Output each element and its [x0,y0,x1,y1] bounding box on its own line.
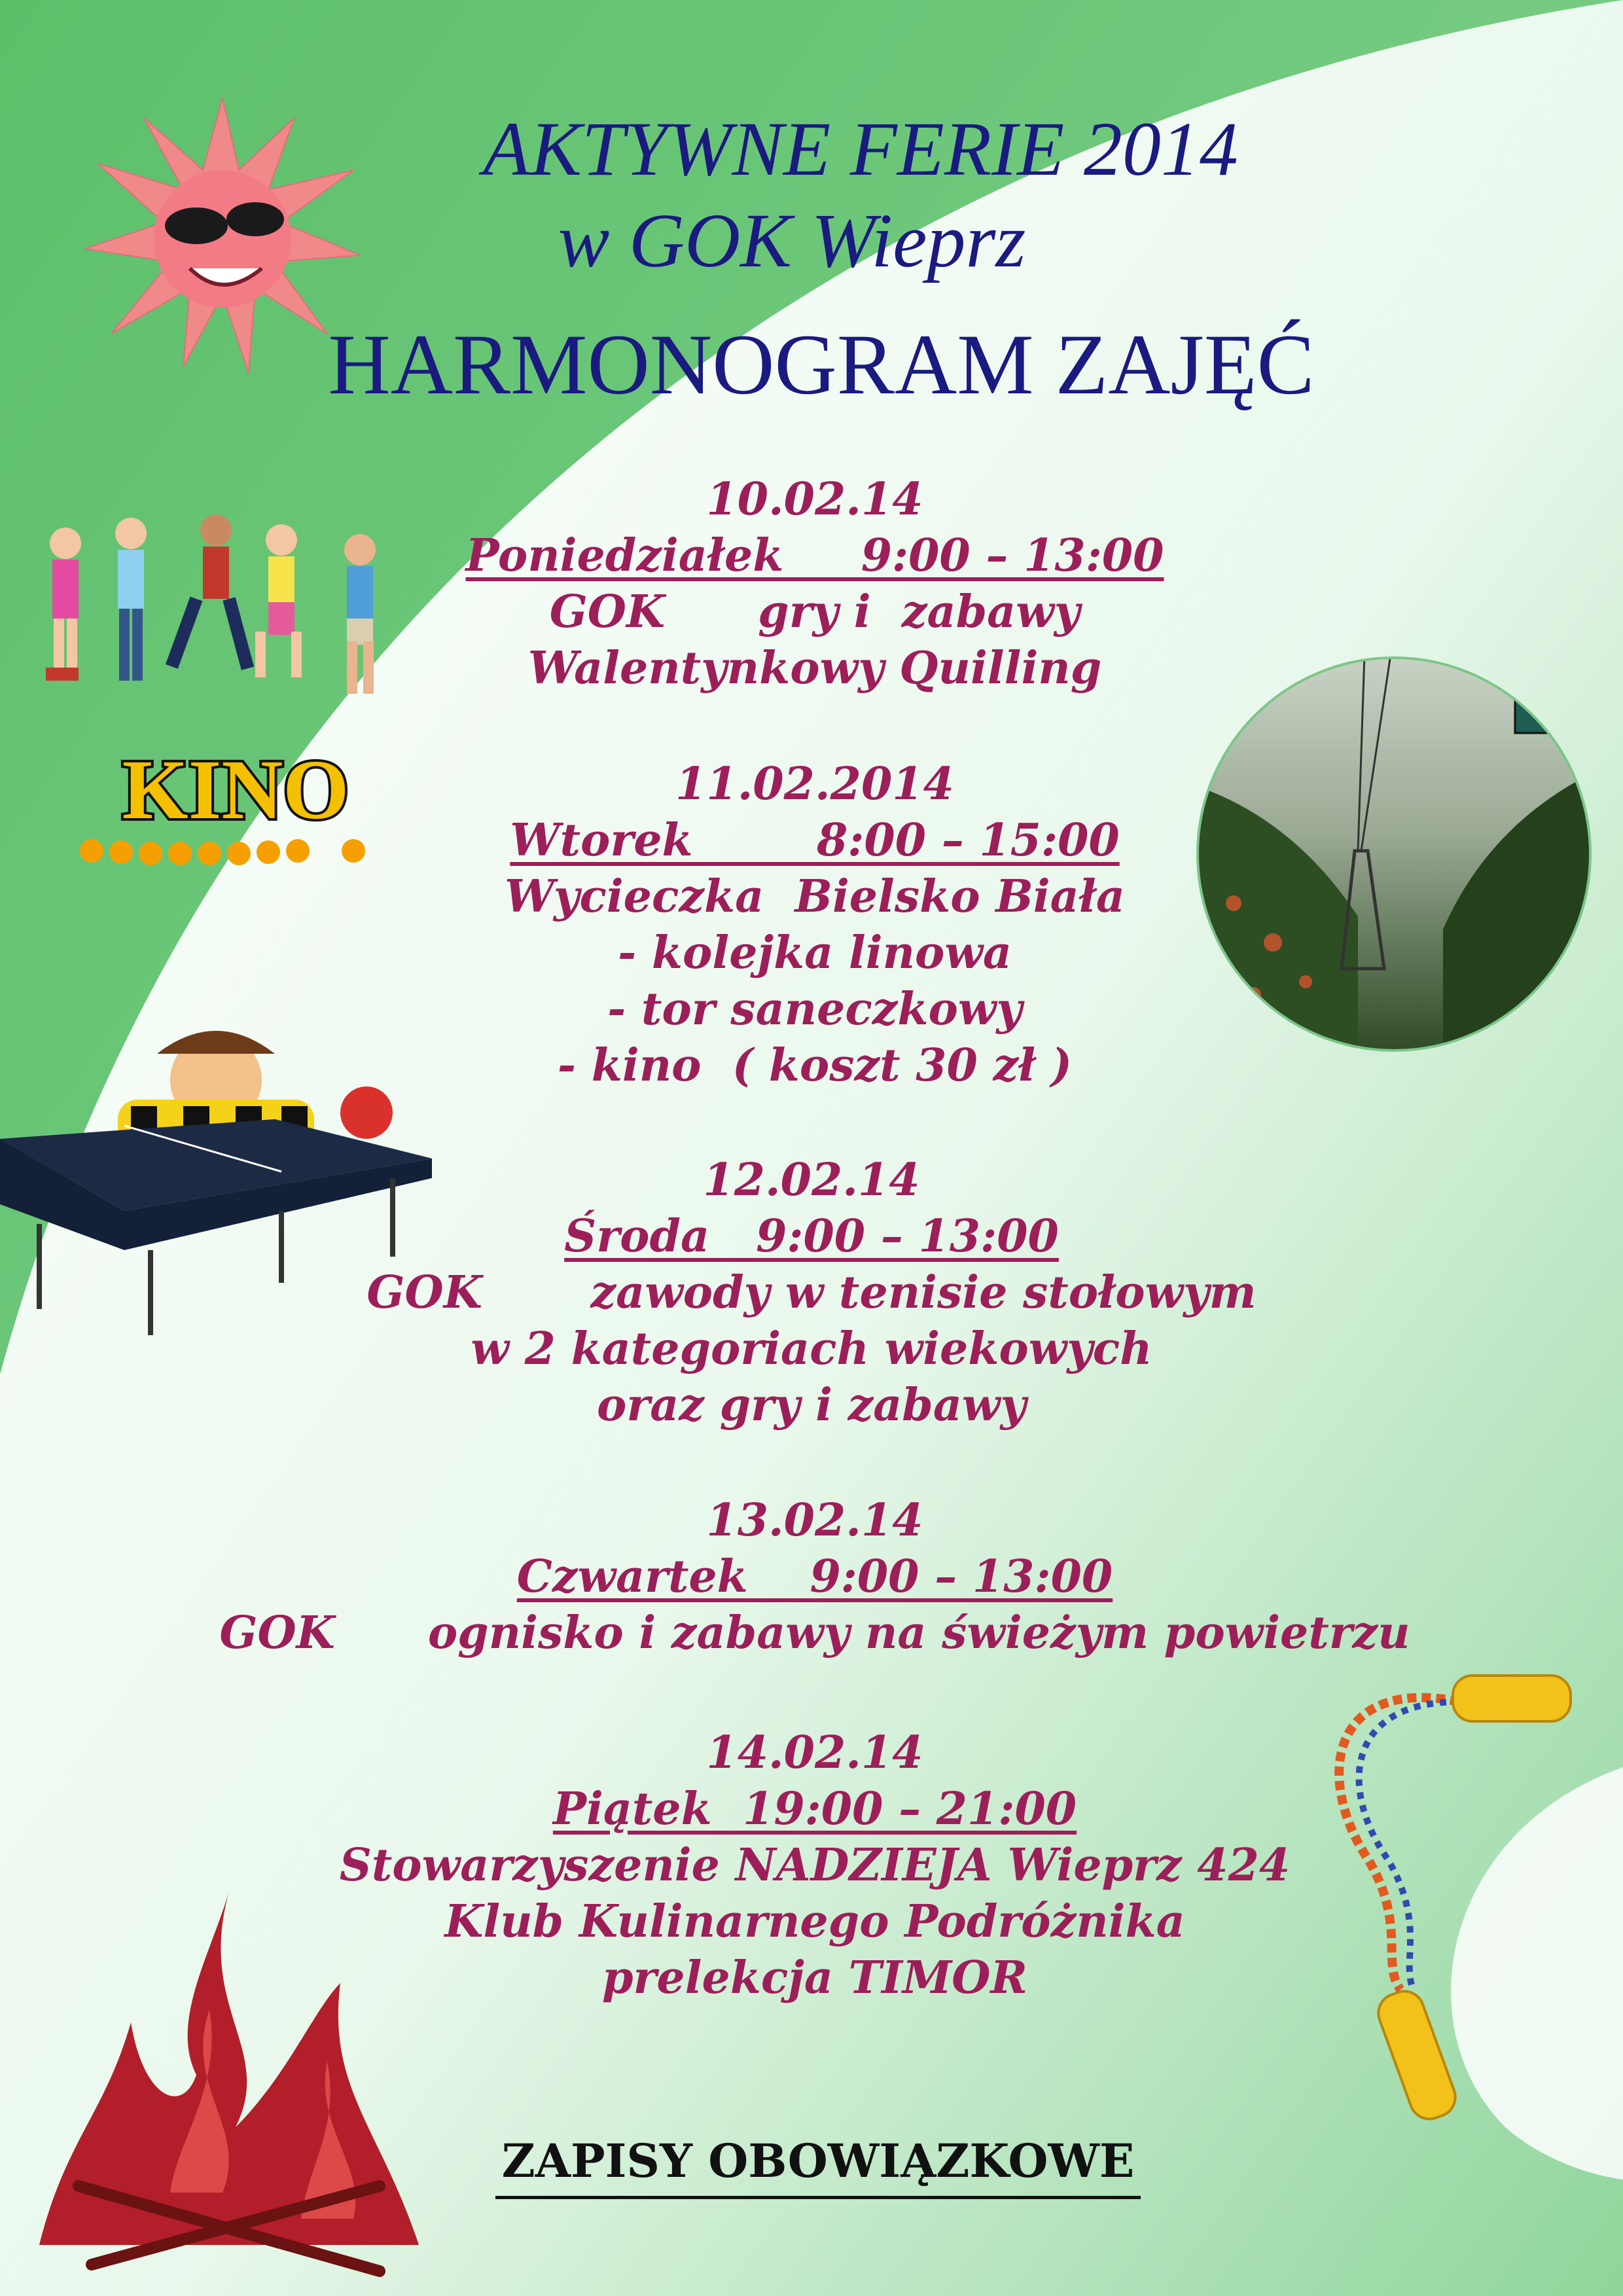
day-date: 10.02.14 [706,473,923,526]
registration-notice [458,2134,1178,2199]
schedule-day-monday [380,471,1250,696]
schedule-day-thursday [196,1492,1433,1661]
day-line: - kino ( koszt 30 zł ) [557,1039,1073,1092]
day-line: GOK gry i zabawy [549,586,1080,638]
kino-logo-text: KINO [122,746,349,837]
jump-rope-image [1302,1649,1616,2121]
day-line: - kolejka linowa [618,927,1012,979]
kino-logo [72,746,399,877]
day-date: 12.02.14 [703,1154,920,1206]
day-line: GOK ognisko i zabawy na świeżym powietrzu [219,1607,1410,1659]
cable-car-photo [1194,655,1594,1054]
day-heading: Piątek 19:00 – 21:00 [552,1783,1077,1835]
day-date: 14.02.14 [706,1727,923,1779]
schedule-day-tuesday [380,756,1250,1094]
day-date: 13.02.14 [706,1494,923,1547]
registration-notice-text: ZAPISY OBOWIĄZKOWE [495,2134,1141,2199]
day-line: w 2 kategoriach wiekowych [471,1323,1152,1375]
day-line: Klub Kulinarnego Podróżnika [444,1895,1185,1948]
schedule-day-friday [314,1725,1315,2006]
day-heading: Czwartek 9:00 – 13:00 [516,1551,1113,1603]
day-line: Walentynkowy Quilling [527,642,1102,694]
day-line: GOK zawody w tenisie stołowym [366,1266,1257,1319]
day-line: Stowarzyszenie NADZIEJA Wieprz 424 [339,1839,1291,1892]
jumping-children-image [20,504,419,707]
day-line: oraz gry i zabawy [597,1379,1026,1431]
day-heading: Środa 9:00 – 13:00 [564,1210,1059,1263]
schedule-heading: HARMONOGRAM ZAJĘĆ [328,316,1315,412]
schedule-day-wednesday [360,1152,1263,1433]
poster-subtitle: w GOK Wieprz [558,198,1026,283]
day-date: 11.02.2014 [675,758,954,810]
poster-title: AKTYWNE FERIE 2014 [483,106,1238,192]
day-heading: Wtorek 8:00 – 15:00 [510,814,1120,867]
day-line: Wycieczka Bielsko Biała [505,870,1125,923]
day-line: prelekcja TIMOR [601,1952,1028,2004]
day-line: - tor saneczkowy [607,983,1022,1035]
day-heading: Poniedziałek 9:00 – 13:00 [465,529,1164,582]
